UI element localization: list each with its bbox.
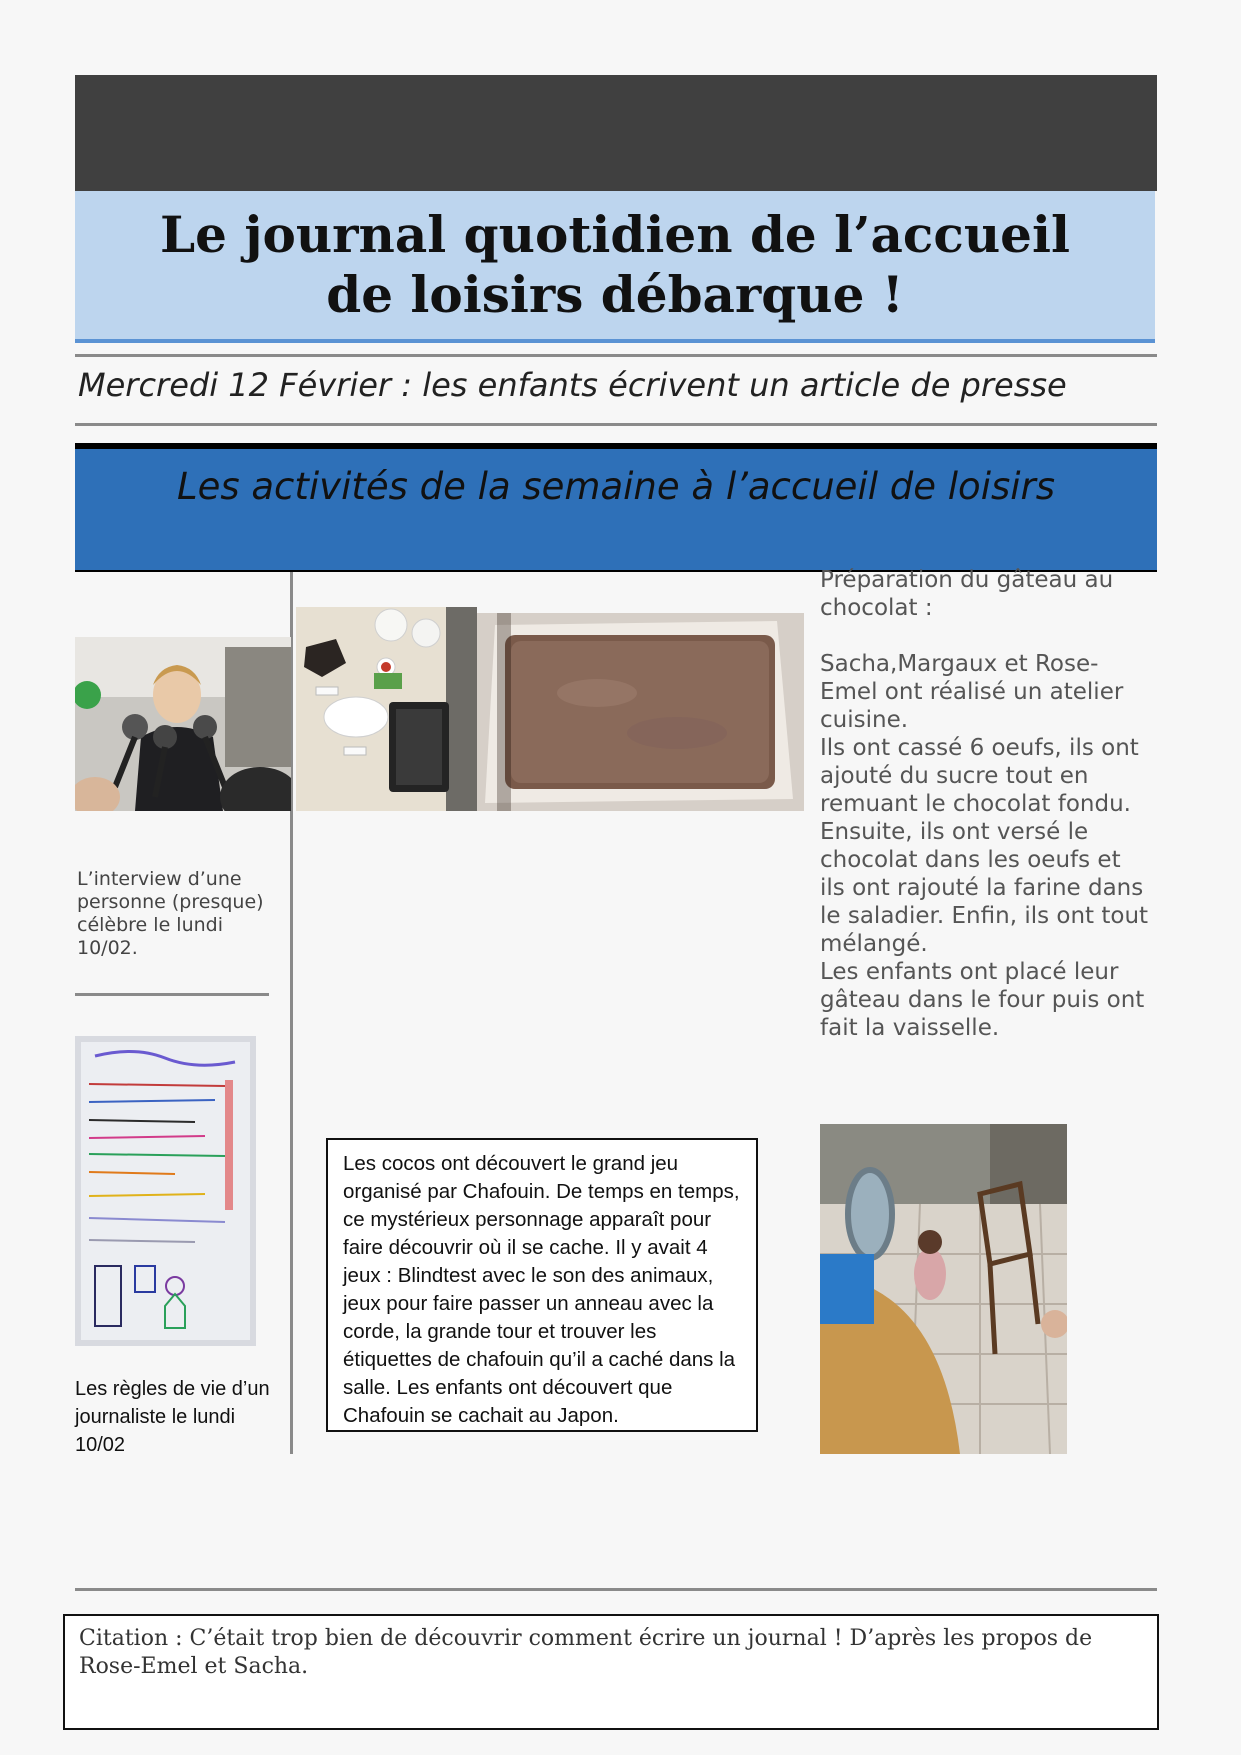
game-article-box: [326, 1138, 758, 1432]
cake-article-paragraph: Ensuite, ils ont versé le chocolat dans les oeufs et ils ont rajouté la farine dans le saladier. Enfin, ils ont tout mélangé.: [820, 819, 1149, 957]
cake-article: [820, 566, 1150, 1042]
cake-article-paragraph: Sacha,Margaux et Rose-Emel ont réalisé un atelier cuisine.: [820, 651, 1124, 733]
section-title: Les activités de la semaine à l’accueil de loisirs: [176, 465, 1056, 508]
date-line: Mercredi 12 Février : les enfants écrivent un article de presse: [78, 366, 1067, 404]
citation-box: [63, 1614, 1159, 1730]
game-article-text: Les cocos ont découvert le grand jeu organisé par Chafouin. De temps en temps, ce mystérieux personnage apparaît pour faire découvrir où il se cache. Il y avait 4 jeux : Blindtest avec le son des animaux, jeux pour faire passer un anneau avec la corde, la grande tour et trouver les étiquettes de chafouin qu’il a caché dans la salle. Les enfants ont découvert que Chafouin se cachait au Japon.: [343, 1152, 740, 1427]
cake-article-heading: Préparation du gâteau au chocolat :: [820, 567, 1114, 621]
divider: [75, 993, 269, 996]
cake-article-paragraph: Ils ont cassé 6 oeufs, ils ont ajouté du sucre tout en remuant le chocolat fondu.: [820, 735, 1139, 817]
cake-article-paragraph: Les enfants ont placé leur gâteau dans le four puis ont fait la vaisselle.: [820, 959, 1145, 1041]
spacer: [820, 622, 1150, 650]
section-banner: [75, 443, 1157, 572]
citation-text: Citation : C’était trop bien de découvrir comment écrire un journal ! D’après les propos de Rose-Emel et Sacha.: [79, 1626, 1093, 1679]
divider: [75, 423, 1157, 426]
game-room-photo: [820, 1124, 1067, 1454]
interview-caption: L’interview d’une personne (presque) célèbre le lundi 10/02.: [77, 868, 264, 959]
divider: [75, 1588, 1157, 1591]
header-dark-band: [75, 75, 1157, 191]
chocolate-cake-photo: [477, 613, 804, 811]
ingredients-table-photo: [296, 607, 477, 811]
rules-caption: Les règles de vie d’un journaliste le lundi 10/02: [75, 1378, 270, 1456]
title-banner: [75, 191, 1155, 343]
rules-poster-photo: [75, 1036, 256, 1346]
divider: [75, 354, 1157, 357]
page-title: Le journal quotidien de l’accueil de loisirs débarque !: [160, 205, 1070, 324]
child-interview-photo: [75, 637, 291, 811]
